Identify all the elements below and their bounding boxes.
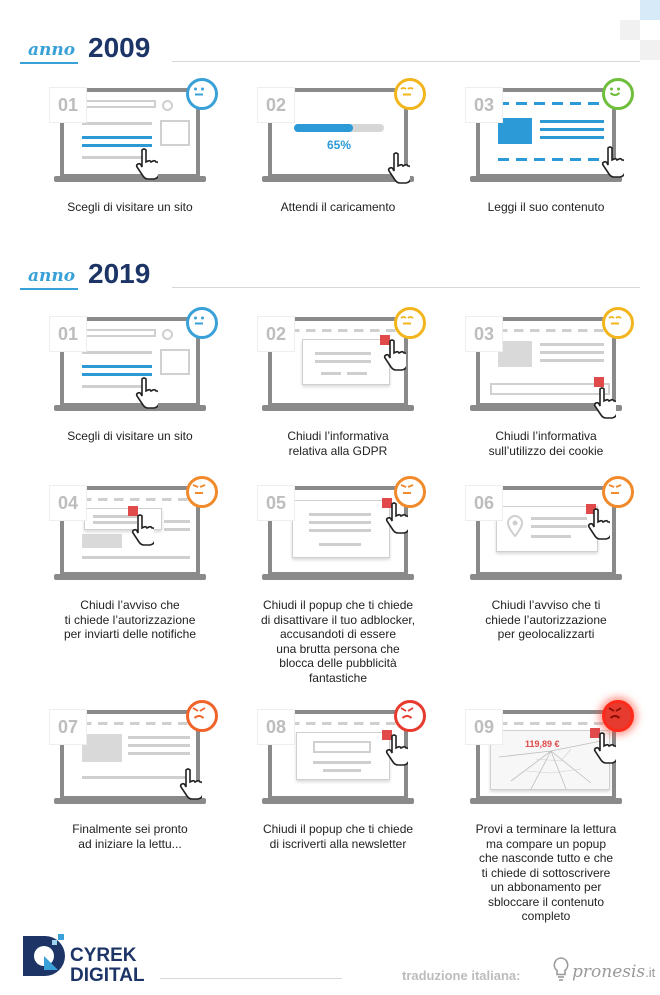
monitor-stand (54, 574, 206, 580)
hand-cursor-icon (134, 148, 158, 180)
progress-fill (294, 124, 353, 132)
angry-face-icon (186, 700, 218, 732)
step-caption: Chiudi il popup che ti chiede di iscriverti alla newsletter (262, 822, 414, 851)
hand-cursor-icon (592, 387, 616, 419)
hand-cursor-icon (178, 768, 202, 800)
step-caption: Scegli di visitare un sito (67, 200, 193, 214)
footer-divider (160, 978, 342, 979)
address-bar (82, 100, 156, 108)
location-pin-icon (507, 515, 523, 537)
hand-cursor-icon (134, 377, 158, 409)
anno-underline (20, 288, 78, 290)
step-caption: Provi a terminare la lettura ma compare un popup che nasconde tutto e che ti chiede di sottoscrivere un abbonamento per sbloccare il contenuto completo (475, 822, 617, 923)
step-caption: Chiudi l’informativa relativa alla GDPR (287, 429, 389, 458)
adblocker-popup (292, 500, 390, 558)
monitor-stand (262, 574, 414, 580)
step-number: 01 (50, 317, 86, 351)
step-caption: Chiudi il popup che ti chiede di disattivare il tuo adblocker, accusandoti di essere una brutta persona che blocca delle pubblicità fantastiche (260, 598, 416, 685)
step-caption: Finalmente sei pronto ad iniziare la lettu... (72, 822, 188, 851)
neutral-face-icon (394, 78, 426, 110)
geolocation-prompt (496, 506, 598, 552)
subscription-price: 119,89 € (525, 739, 560, 749)
translator-name: pronesis (572, 962, 646, 982)
lightbulb-icon (552, 955, 570, 983)
step-number: 02 (258, 88, 294, 122)
close-icon (594, 377, 604, 387)
translation-credit: traduzione italiana: (402, 968, 521, 983)
neutral-face-icon (394, 307, 426, 339)
progress-track (294, 124, 384, 132)
hand-cursor-icon (384, 502, 408, 534)
monitor-stand (54, 405, 206, 411)
brand-line-2: DIGITAL (70, 965, 145, 986)
neutral-face-icon (186, 78, 218, 110)
monitor-stand (470, 798, 622, 804)
step-number: 03 (466, 88, 502, 122)
annoyed-face-icon (186, 476, 218, 508)
divider (172, 61, 640, 62)
step-number: 02 (258, 317, 294, 351)
hand-cursor-icon (592, 732, 616, 764)
brand-line-1: CYREK (70, 945, 137, 966)
hand-cursor-icon (386, 152, 410, 184)
step-number: 06 (466, 486, 502, 520)
monitor-stand (54, 176, 206, 182)
monitor-stand (262, 798, 414, 804)
happy-face-icon (602, 78, 634, 110)
gdpr-popup (302, 339, 390, 385)
hand-cursor-icon (382, 339, 406, 371)
step-number: 03 (466, 317, 502, 351)
section-header-2009 (20, 32, 640, 76)
step-caption: Scegli di visitare un sito (67, 429, 193, 443)
divider (172, 287, 640, 288)
monitor-stand (470, 574, 622, 580)
neutral-face-icon (186, 307, 218, 339)
newsletter-popup (296, 732, 390, 780)
step-caption: Attendi il caricamento (280, 200, 396, 214)
anno-label: anno (28, 266, 76, 286)
translator-tld: .it (645, 965, 656, 980)
hand-cursor-icon (586, 508, 610, 540)
hand-cursor-icon (130, 514, 154, 546)
pronesis-logo (572, 962, 655, 982)
anno-label: anno (28, 40, 76, 60)
step-caption: Leggi il suo contenuto (487, 200, 605, 214)
year-title: 2009 (88, 32, 151, 63)
step-caption: Chiudi l’avviso che ti chiede l’autorizzazione per geolocalizzarti (485, 598, 607, 641)
progress-label: 65% (326, 138, 352, 152)
furious-face-icon (602, 700, 634, 732)
anno-underline (20, 62, 78, 64)
cyrek-digital-logo-icon (18, 932, 68, 982)
brand-name (70, 946, 145, 986)
step-number: 09 (466, 710, 502, 744)
hand-cursor-icon (600, 146, 624, 178)
step-number: 08 (258, 710, 294, 744)
year-title: 2019 (88, 258, 151, 289)
neutral-face-icon (602, 307, 634, 339)
step-caption: Chiudi l’avviso che ti chiede l’autorizzazione per inviarti delle notifiche (63, 598, 197, 641)
section-header-2019 (20, 258, 640, 302)
annoyed-face-icon (602, 476, 634, 508)
step-number: 05 (258, 486, 294, 520)
monitor-stand (262, 405, 414, 411)
hand-cursor-icon (384, 734, 408, 766)
step-number: 04 (50, 486, 86, 520)
step-number: 07 (50, 710, 86, 744)
step-caption: Chiudi l’informativa sull’utilizzo dei cookie (488, 429, 604, 458)
step-number: 01 (50, 88, 86, 122)
angry-face-icon (394, 700, 426, 732)
